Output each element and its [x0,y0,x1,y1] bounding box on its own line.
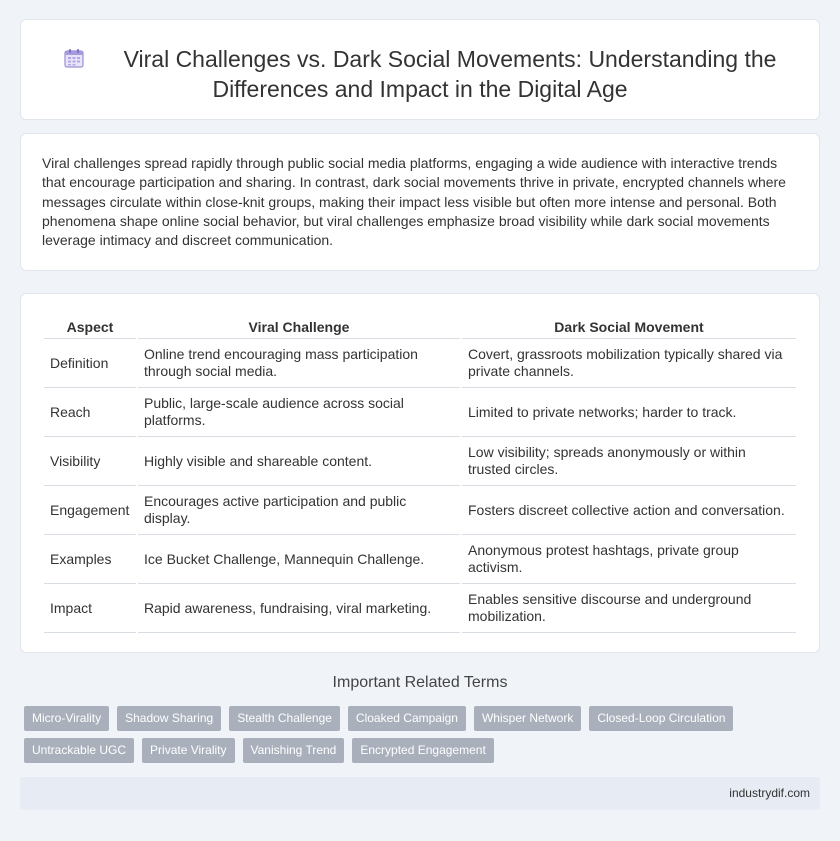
cell-dark: Low visibility; spreads anonymously or within trusted circles. [462,437,796,486]
tag-micro-virality[interactable]: Micro-Virality [24,706,109,731]
table-row [44,339,796,388]
table-row [44,535,796,584]
table-header-row [44,313,796,339]
intro-card [20,133,820,271]
table-row [44,486,796,535]
table-row [44,388,796,437]
tag-whisper-network[interactable]: Whisper Network [474,706,581,731]
header-card [20,19,820,120]
tag-cloaked-campaign[interactable]: Cloaked Campaign [348,706,466,731]
cell-viral: Online trend encouraging mass participation through social media. [138,339,460,388]
table-row [44,437,796,486]
cell-viral: Highly visible and shareable content. [138,437,460,486]
cell-aspect: Definition [44,339,136,388]
tag-untrackable-ugc[interactable]: Untrackable UGC [24,738,134,763]
footer-site-link[interactable]: industrydif.com [729,786,810,800]
cell-aspect: Engagement [44,486,136,535]
intro-paragraph: Viral challenges spread rapidly through public social media platforms, engaging a wide audience with interactive trends that encourage participation and sharing. In contrast, dark social movements thrive in private, encrypted channels where messages circulate within close-knit groups, making their impact less visible but often more intense and personal. Both phenomena shape online social behavior, but viral challenges emphasize broad visibility while dark social movements leverage intimacy and discreet communication. [42,155,786,249]
related-terms-title: Important Related Terms [332,674,508,691]
cell-viral: Rapid awareness, fundraising, viral marketing. [138,584,460,633]
cell-aspect: Examples [44,535,136,584]
cell-viral: Encourages active participation and public display. [138,486,460,535]
page-title-line2: Differences and Impact in the Digital Age [212,76,628,102]
cell-aspect: Reach [44,388,136,437]
cell-aspect: Impact [44,584,136,633]
cell-viral: Public, large-scale audience across social platforms. [138,388,460,437]
cell-dark: Fosters discreet collective action and conversation. [462,486,796,535]
tag-closed-loop-circulation[interactable]: Closed-Loop Circulation [589,706,733,731]
tag-vanishing-trend[interactable]: Vanishing Trend [243,738,345,763]
cell-dark: Limited to private networks; harder to track. [462,388,796,437]
header-viral-challenge: Viral Challenge [138,313,460,339]
header-dark-social-movement: Dark Social Movement [462,313,796,339]
cell-dark: Enables sensitive discourse and underground mobilization. [462,584,796,633]
cell-dark: Anonymous protest hashtags, private group activism. [462,535,796,584]
tag-encrypted-engagement[interactable]: Encrypted Engagement [352,738,493,763]
cell-dark: Covert, grassroots mobilization typically shared via private channels. [462,339,796,388]
table-row [44,584,796,633]
comparison-table [42,313,798,633]
cell-aspect: Visibility [44,437,136,486]
tag-private-virality[interactable]: Private Virality [142,738,234,763]
page-title [21,44,819,104]
page-title-line1: Viral Challenges vs. Dark Social Movements: Understanding the [123,46,777,72]
footer [20,777,820,810]
tag-shadow-sharing[interactable]: Shadow Sharing [117,706,221,731]
related-terms-tags [24,706,784,763]
comparison-table-card [20,293,820,653]
tag-stealth-challenge[interactable]: Stealth Challenge [229,706,340,731]
cell-viral: Ice Bucket Challenge, Mannequin Challenge. [138,535,460,584]
header-aspect: Aspect [44,313,136,339]
